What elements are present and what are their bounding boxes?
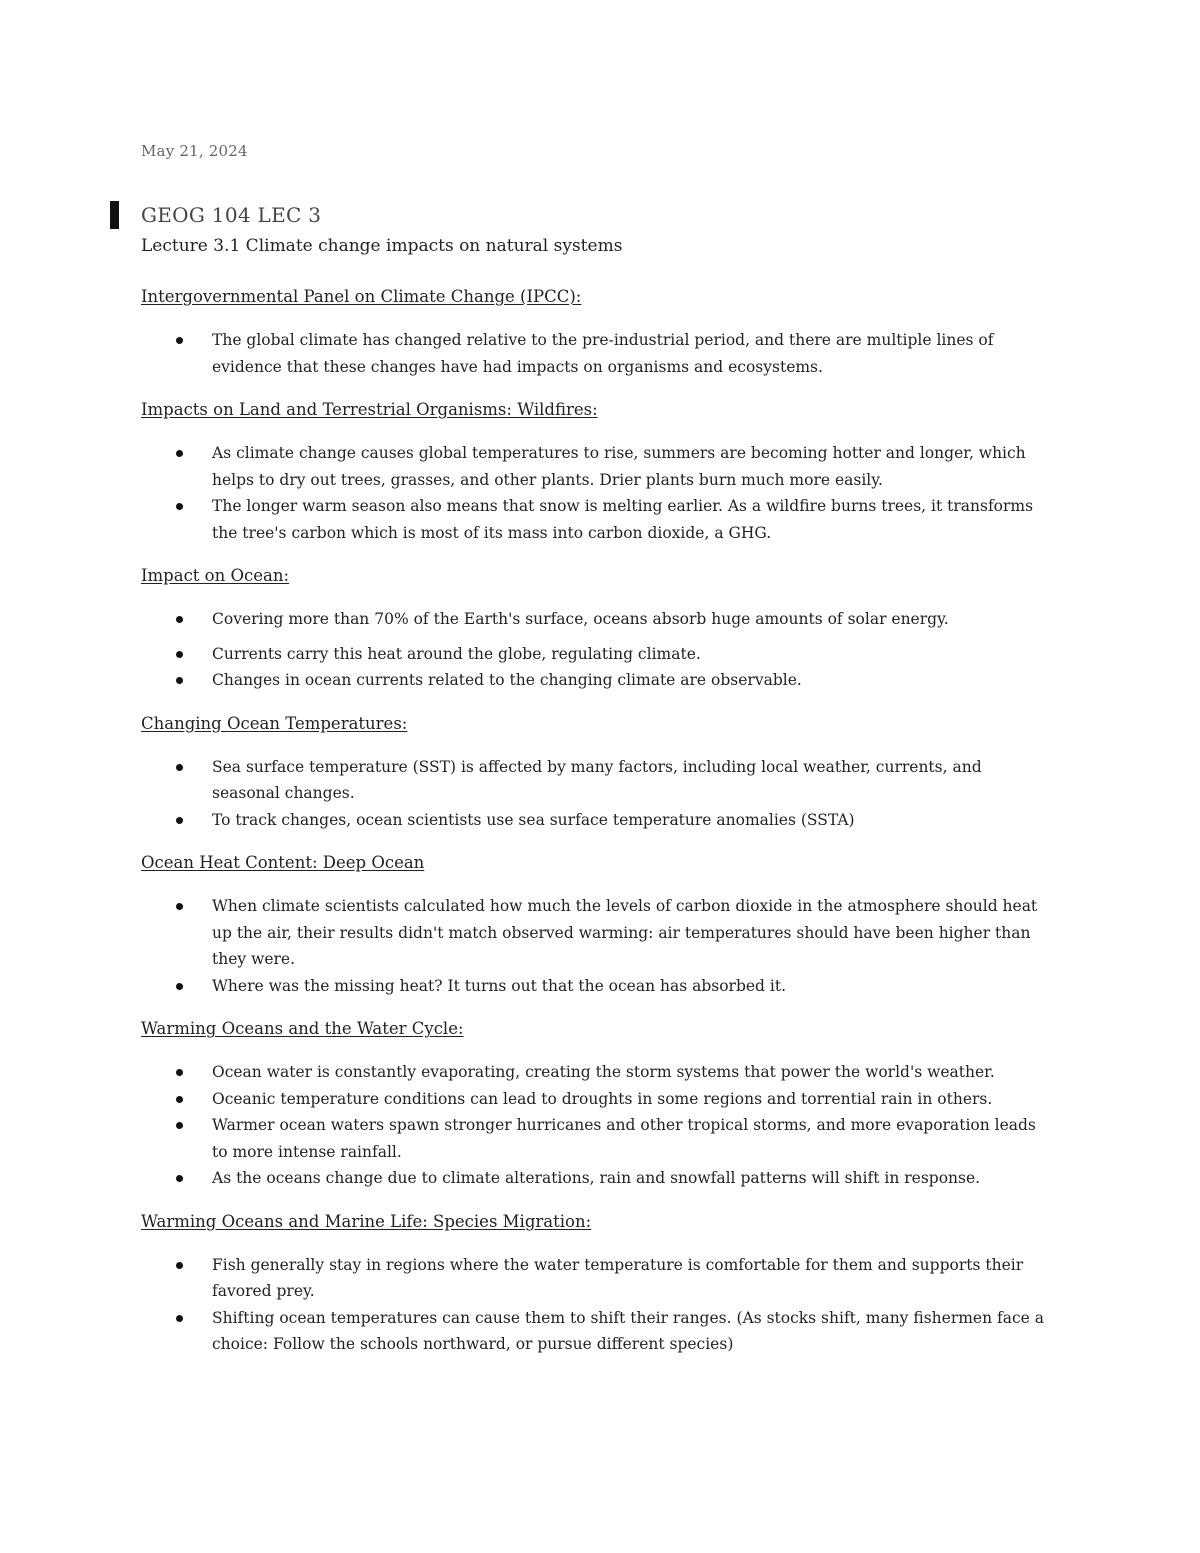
section-heading: Changing Ocean Temperatures: [141, 713, 408, 733]
section-heading: Impact on Ocean: [141, 566, 290, 585]
bullet-text: Oceanic temperature conditions can lead to droughts in some regions and torrential rain in others. [212, 1089, 993, 1108]
bullet-list [141, 754, 1051, 834]
bullet-text: To track changes, ocean scientists use sea surface temperature anomalies (SSTA) [212, 810, 855, 829]
bullet-text: Warmer ocean waters spawn stronger hurricanes and other tropical storms, and more evaporation leads to more intense rainfall. [212, 1116, 1036, 1161]
list-item [141, 667, 1051, 694]
bullet-icon [176, 1096, 183, 1103]
section-species-migration [141, 1209, 1051, 1358]
document-title: GEOG 104 LEC 3 [141, 203, 322, 227]
title-marker [110, 201, 119, 229]
bullet-icon [176, 817, 183, 824]
bullet-text: Ocean water is constantly evaporating, creating the storm systems that power the world's weather. [212, 1063, 995, 1081]
section-heading: Impacts on Land and Terrestrial Organisms: Wildfires: [141, 400, 598, 419]
bullet-list [141, 1252, 1051, 1358]
list-item [141, 1059, 1051, 1086]
list-item [141, 493, 1051, 546]
section-heading: Warming Oceans and the Water Cycle: [141, 1019, 464, 1038]
bullet-icon [176, 1122, 183, 1129]
bullet-list [141, 606, 1051, 694]
bullet-list [141, 440, 1051, 546]
bullet-icon [176, 1175, 183, 1182]
section-wildfires [141, 397, 1051, 546]
bullet-icon [176, 677, 183, 684]
bullet-text: Changes in ocean currents related to the changing climate are observable. [212, 671, 802, 689]
bullet-icon [176, 450, 183, 457]
bullet-text: Currents carry this heat around the globe, regulating climate. [212, 644, 701, 663]
list-item [141, 893, 1051, 973]
section-heading: Intergovernmental Panel on Climate Change (IPCC): [141, 287, 582, 306]
section-heading: Warming Oceans and Marine Life: Species Migration: [141, 1211, 592, 1231]
bullet-icon [176, 1262, 183, 1269]
bullet-icon [176, 1315, 183, 1322]
list-item [141, 1252, 1051, 1305]
bullet-list [141, 327, 1051, 380]
section-ocean-heat-content [141, 850, 1051, 999]
list-item [141, 606, 1051, 633]
list-item [141, 1112, 1051, 1165]
list-item [141, 1165, 1051, 1192]
bullet-icon [176, 337, 183, 344]
list-item [141, 440, 1051, 493]
bullet-text: Covering more than 70% of the Earth's surface, oceans absorb huge amounts of solar energy. [212, 610, 949, 628]
bullet-list [141, 893, 1051, 999]
list-item [141, 754, 1051, 807]
bullet-text: Sea surface temperature (SST) is affected by many factors, including local weather, currents, and seasonal changes. [212, 757, 982, 802]
list-item [141, 327, 1051, 380]
section-heading: Ocean Heat Content: Deep Ocean [141, 853, 425, 872]
list-item [141, 1086, 1051, 1113]
bullet-icon [176, 1069, 183, 1076]
list-item [141, 807, 1051, 834]
bullet-icon [176, 983, 183, 990]
section-water-cycle [141, 1016, 1051, 1192]
bullet-icon [176, 651, 183, 658]
list-item [141, 1305, 1051, 1358]
bullet-text: Shifting ocean temperatures can cause them to shift their ranges. (As stocks shift, many fishermen face a choice: Follow the schools northward, or pursue different species) [212, 1308, 1045, 1353]
bullet-icon [176, 503, 183, 510]
bullet-icon [176, 616, 183, 623]
bullet-icon [176, 764, 183, 771]
bullet-text: Fish generally stay in regions where the water temperature is comfortable for them and supports their favored prey. [212, 1255, 1024, 1300]
section-ocean-temperatures [141, 711, 1051, 834]
bullet-text: The longer warm season also means that snow is melting earlier. As a wildfire burns trees, it transforms the tree's carbon which is most of its mass into carbon dioxide, a GHG. [212, 497, 1034, 542]
bullet-list [141, 1059, 1051, 1192]
list-item [141, 641, 1051, 668]
section-impact-on-ocean [141, 563, 1051, 694]
bullet-text: As the oceans change due to climate alterations, rain and snowfall patterns will shift in response. [212, 1169, 981, 1187]
bullet-text: The global climate has changed relative to the pre-industrial period, and there are multiple lines of evidence that these changes have had impacts on organisms and ecosystems. [212, 331, 994, 376]
bullet-icon [176, 903, 183, 910]
list-item [141, 973, 1051, 1000]
section-ipcc [141, 284, 1051, 380]
bullet-text: As climate change causes global temperatures to rise, summers are becoming hotter and longer, which helps to dry out trees, grasses, and other plants. Drier plants burn much more easily. [212, 444, 1026, 489]
bullet-text: When climate scientists calculated how much the levels of carbon dioxide in the atmosphere should heat up the air, their results didn't match observed warming: air temperatures should have been higher than they were. [212, 897, 1038, 968]
document-subtitle: Lecture 3.1 Climate change impacts on natural systems [141, 236, 623, 256]
bullet-text: Where was the missing heat? It turns out that the ocean has absorbed it. [212, 976, 787, 995]
notes-content [141, 284, 1051, 1375]
document-date: May 21, 2024 [141, 142, 248, 160]
